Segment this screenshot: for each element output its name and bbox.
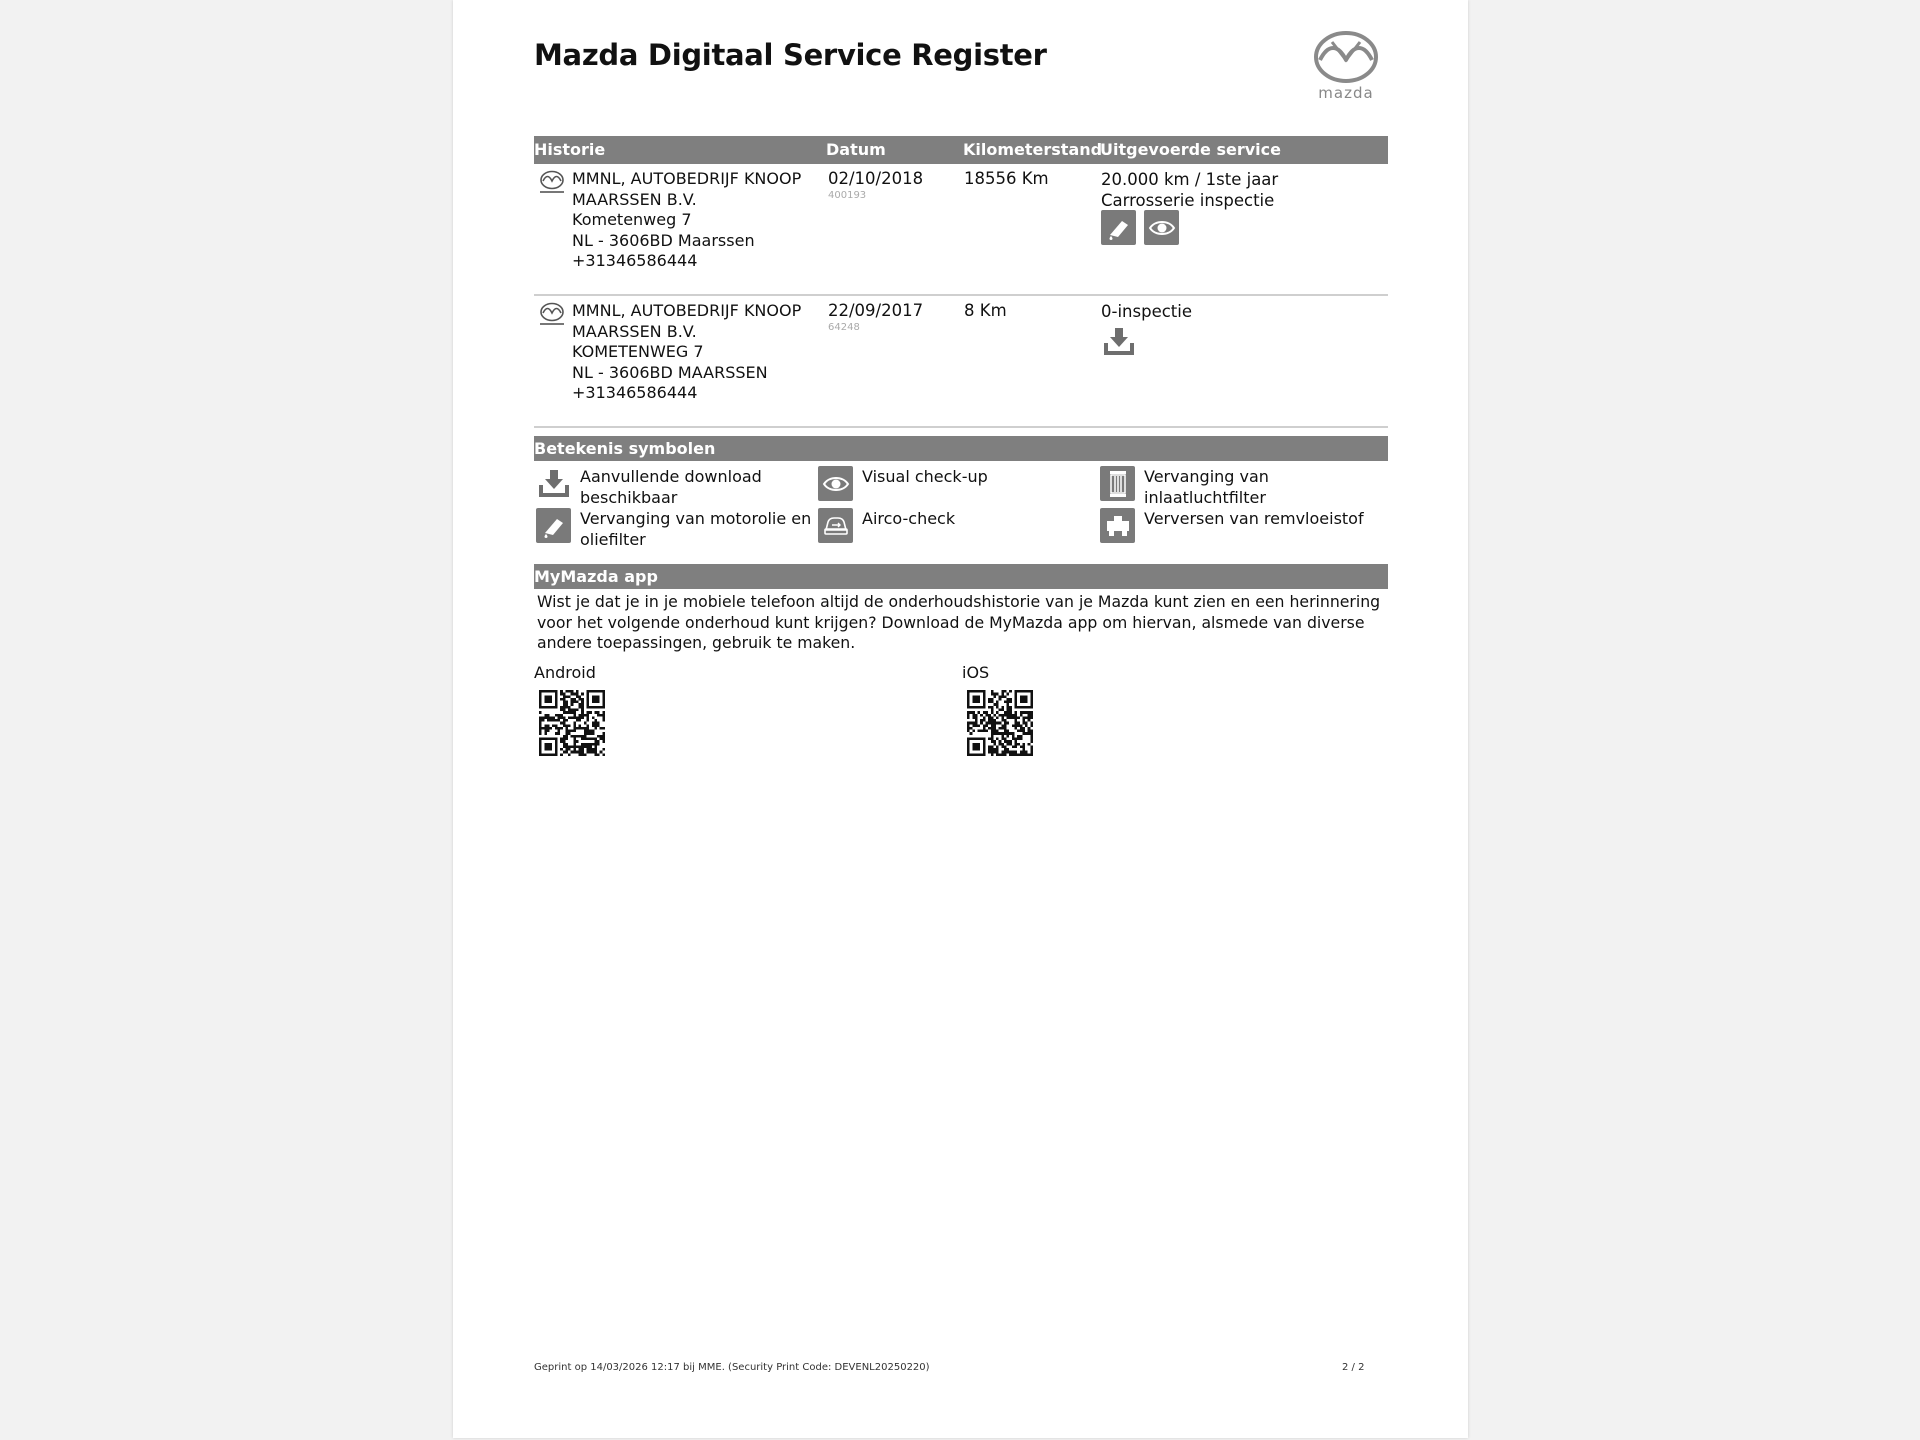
page-title: Mazda Digitaal Service Register — [534, 38, 1047, 72]
dealer-line: MAARSSEN B.V. — [572, 189, 697, 209]
service-description — [1101, 301, 1192, 322]
legend-item — [1098, 466, 1378, 508]
dealer-line: MAARSSEN B.V. — [572, 321, 697, 341]
download-icon — [536, 466, 571, 501]
legend-item — [816, 466, 1096, 508]
service-line: 20.000 km / 1ste jaar — [1101, 170, 1279, 189]
download-icon[interactable] — [1101, 324, 1136, 359]
dealer-address — [572, 169, 801, 272]
service-icons — [1101, 210, 1179, 245]
ios-label: iOS — [962, 663, 990, 682]
airco-icon — [818, 508, 853, 543]
android-qr-code[interactable] — [539, 690, 605, 756]
dealer-line: NL - 3606BD Maarssen — [572, 230, 755, 250]
service-date: 22/09/2017 — [828, 301, 924, 320]
col-historie: Historie — [534, 140, 606, 159]
service-date: 02/10/2018 — [828, 169, 924, 188]
air-filter-icon — [1100, 466, 1135, 501]
legend-item — [1098, 508, 1378, 550]
dealer-phone: +31346586444 — [572, 251, 698, 270]
visual-checkup-icon — [1144, 210, 1179, 245]
dealer-mazda-logo-icon — [538, 302, 566, 328]
legend-item — [534, 466, 814, 508]
mileage: 18556 Km — [964, 169, 1049, 188]
document-page — [453, 0, 1468, 1438]
dealer-phone: +31346586444 — [572, 383, 698, 402]
brake-fluid-icon — [1100, 508, 1135, 543]
service-line: 0-inspectie — [1101, 302, 1192, 321]
ios-qr-code[interactable] — [967, 690, 1033, 756]
android-label: Android — [534, 663, 596, 682]
legend-label: Vervanging van inlaatluchtfilter — [1144, 467, 1269, 507]
dealer-line: Kometenweg 7 — [572, 210, 692, 229]
dealer-address — [572, 301, 801, 404]
history-table-header — [534, 136, 1388, 164]
history-row — [534, 298, 1388, 428]
oil-change-icon — [536, 508, 571, 543]
legend-title: Betekenis symbolen — [534, 439, 716, 458]
legend-item — [534, 508, 814, 550]
legend-label: Visual check-up — [862, 467, 988, 486]
service-code: 400193 — [828, 190, 867, 201]
col-datum: Datum — [826, 140, 886, 159]
dealer-line: MMNL, AUTOBEDRIJF KNOOP — [572, 301, 802, 320]
app-header — [534, 564, 1388, 589]
legend-label: Airco-check — [862, 509, 956, 528]
app-description: Wist je dat je in je mobiele telefoon altijd de onderhoudshistorie van je Mazda kunt zien en een herinnering voor het volgende onderhoud kunt krijgen? Download de MyMazda app om hiervan, alsmede van diverse andere toepassingen, gebruik te maken. — [537, 592, 1381, 652]
dealer-line: MMNL, AUTOBEDRIJF KNOOP — [572, 169, 802, 188]
print-footer: Geprint op 14/03/2026 12:17 bij MME. (Security Print Code: DEVENL20250220) — [534, 1362, 930, 1373]
mazda-logo — [1306, 30, 1386, 110]
visual-checkup-icon — [818, 466, 853, 501]
app-title: MyMazda app — [534, 567, 658, 586]
dealer-line: KOMETENWEG 7 — [572, 342, 704, 361]
logo-wordmark: mazda — [1318, 84, 1374, 102]
col-uitgevoerde-service: Uitgevoerde service — [1100, 140, 1281, 159]
dealer-line: NL - 3606BD MAARSSEN — [572, 362, 768, 382]
history-row — [534, 166, 1388, 296]
service-icons — [1101, 324, 1136, 359]
service-description — [1101, 169, 1278, 211]
service-code: 64248 — [828, 322, 860, 333]
dealer-mazda-logo-icon — [538, 170, 566, 196]
oil-change-icon — [1101, 210, 1136, 245]
legend-header — [534, 436, 1388, 461]
service-line: Carrosserie inspectie — [1101, 191, 1275, 210]
legend-label: Verversen van remvloeistof — [1144, 509, 1364, 528]
legend-item — [816, 508, 1096, 550]
col-kilometerstand: Kilometerstand — [963, 140, 1103, 159]
page-number: 2 / 2 — [1342, 1362, 1365, 1373]
legend-label: Aanvullende download beschikbaar — [580, 467, 762, 507]
mileage: 8 Km — [964, 301, 1007, 320]
legend-label: Vervanging van motorolie en oliefilter — [580, 509, 812, 549]
